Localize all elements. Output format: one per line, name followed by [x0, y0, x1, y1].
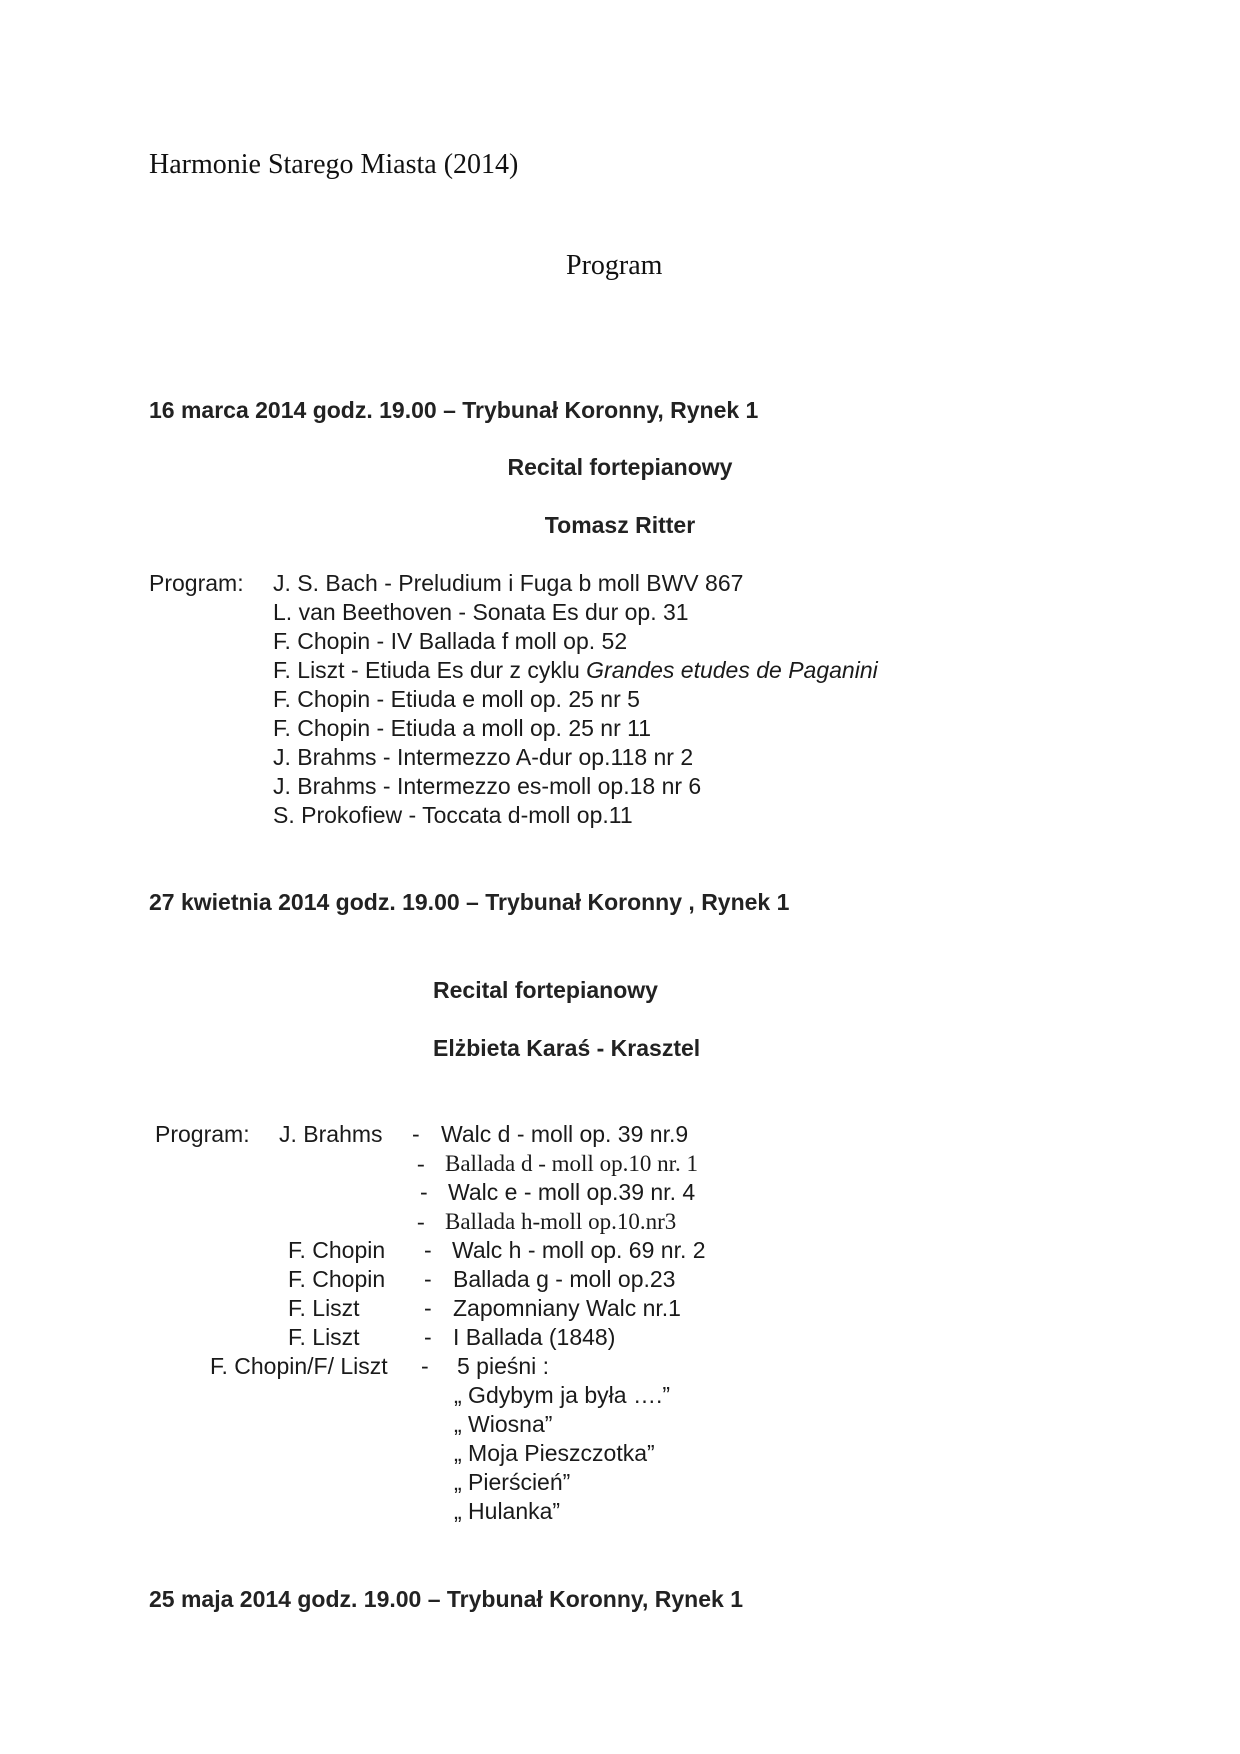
concert2-song-title: „ Pierścień” [454, 1469, 571, 1495]
concert1-program-item: F. Chopin - IV Ballada f moll op. 52 [273, 628, 628, 654]
concert2-program-item: Walc h - moll op. 69 nr. 2 [452, 1237, 706, 1263]
concert2-composer: J. Brahms [279, 1121, 383, 1147]
concert2-song-title: „ Gdybym ja była ….” [454, 1382, 670, 1408]
concert1-event-title: Recital fortepianowy [507, 454, 733, 480]
concert1-performer: Tomasz Ritter [544, 512, 696, 538]
concert2-dash: - [417, 1151, 425, 1176]
concert2-event-title: Recital fortepianowy [433, 977, 658, 1003]
concert2-dash: - [424, 1237, 432, 1263]
concert1-program-item: S. Prokofiew - Toccata d-moll op.11 [273, 802, 633, 828]
concert2-song-title: „ Hulanka” [454, 1498, 561, 1524]
concert2-performer: Elżbieta Karaś - Krasztel [433, 1035, 701, 1061]
program-item-text: F. Liszt - Etiuda Es dur z cyklu [273, 657, 587, 683]
concert2-composer: F. Liszt [288, 1295, 360, 1321]
concert2-composer: F. Chopin [288, 1266, 386, 1292]
concert1-program-item: L. van Beethoven - Sonata Es dur op. 31 [273, 599, 689, 625]
concert1-program-label: Program: [149, 570, 244, 596]
concert2-program-item: Ballada g - moll op.23 [453, 1266, 676, 1292]
concert1-program-item: J. Brahms - Intermezzo A-dur op.118 nr 2 [273, 744, 694, 770]
program-item-italic-title: Grandes etudes de Paganini [586, 657, 878, 683]
concert2-program-item: Zapomniany Walc nr.1 [453, 1295, 681, 1321]
concert1-program-item: F. Chopin - Etiuda a moll op. 25 nr 11 [273, 715, 652, 741]
concert1-program-item [273, 659, 878, 682]
concert2-program-label: Program: [155, 1121, 250, 1147]
concert1-program-item: F. Chopin - Etiuda e moll op. 25 nr 5 [273, 686, 640, 712]
concert1-program-item: J. Brahms - Intermezzo es-moll op.18 nr 6 [273, 773, 702, 799]
concert2-program-item: Walc e - moll op.39 nr. 4 [448, 1179, 696, 1205]
concert2-program-item: I Ballada (1848) [453, 1324, 616, 1350]
concert1-date-line: 16 marca 2014 godz. 19.00 – Trybunał Koronny, Rynek 1 [149, 397, 759, 423]
concert2-dash: - [417, 1209, 425, 1234]
concert2-program-item: Ballada h-moll op.10.nr3 [445, 1209, 677, 1234]
concert2-dash: - [421, 1353, 429, 1379]
document-title: Harmonie Starego Miasta (2014) [149, 149, 519, 180]
concert2-dash: - [420, 1179, 428, 1205]
concert2-date-line: 27 kwietnia 2014 godz. 19.00 – Trybunał Koronny , Rynek 1 [149, 889, 790, 915]
concert2-songs-label: 5 pieśni : [457, 1353, 550, 1379]
concert2-dash: - [412, 1121, 420, 1147]
concert2-composer: F. Chopin [288, 1237, 386, 1263]
concert2-program-item: Ballada d - moll op.10 nr. 1 [445, 1151, 698, 1176]
concert2-composer: F. Liszt [288, 1324, 360, 1350]
concert2-songs-composer: F. Chopin/F/ Liszt [210, 1353, 388, 1379]
concert2-dash: - [424, 1324, 432, 1350]
concert2-song-title: „ Moja Pieszczotka” [454, 1440, 655, 1466]
concert2-program-item: Walc d - moll op. 39 nr.9 [441, 1121, 689, 1147]
concert2-dash: - [424, 1266, 432, 1292]
concert2-dash: - [424, 1295, 432, 1321]
concert3-date-line: 25 maja 2014 godz. 19.00 – Trybunał Koronny, Rynek 1 [149, 1586, 743, 1612]
concert2-song-title: „ Wiosna” [454, 1411, 553, 1437]
document-subtitle: Program [566, 250, 663, 281]
concert1-program-item: J. S. Bach - Preludium i Fuga b moll BWV 867 [273, 570, 744, 596]
